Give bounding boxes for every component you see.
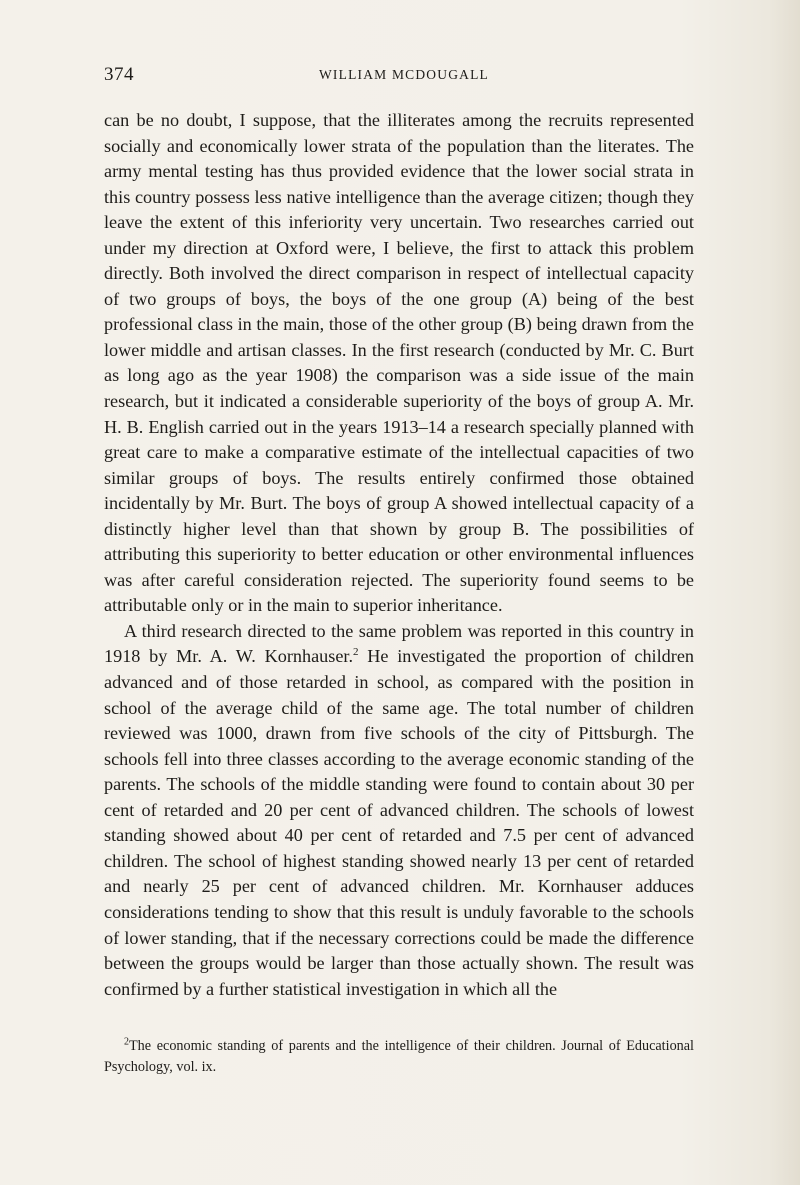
footnote <box>104 1036 694 1078</box>
page-number: 374 <box>104 64 134 85</box>
paragraph-2 <box>104 619 694 1002</box>
running-head: WILLIAM MCDOUGALL <box>318 67 489 82</box>
paragraph-2-rest: He investigated the proportion of children advanced and of those retarded in school, as compared with the position in school of the average child of the same age. The total number of children reviewed was 1000, drawn from five schools of the city of Pittsburgh. The schools fell into three classes according to the average economic standing of the parents. The schools of the middle standing were found to contain about 30 per cent of retarded and 20 per cent of advanced children. The schools of lowest standing showed about 40 per cent of retarded and 7.5 per cent of advanced children. The school of highest standing showed nearly 13 per cent of retarded and nearly 25 per cent of advanced children. Mr. Kornhauser adduces considerations tending to show that this result is unduly favorable to the schools of lower standing, that if the necessary corrections could be made the difference between the groups would be larger than those actually shown. The result was confirmed by a further statistical investigation in which all the <box>104 646 694 999</box>
footnote-text: The economic standing of parents and the intelligence of their children. Journal of Educational Psychology, vol. ix. <box>104 1038 694 1075</box>
paragraph-1: can be no doubt, I suppose, that the illiterates among the recruits represented socially and economically lower strata of the population than the literates. The army mental testing has thus provided evidence that the lower social strata in this country possess less native intelligence than the average citizen; though they leave the extent of this inferiority very uncertain. Two researches carried out under my direction at Oxford were, I believe, the first to attack this problem directly. Both involved the direct comparison in respect of intellectual capacity of two groups of boys, the boys of the one group (A) being of the best professional class in the main, those of the other group (B) being drawn from the lower middle and artisan classes. In the first research (conducted by Mr. C. Burt as long ago as the year 1908) the comparison was a side issue of the main research, but it indicated a considerable superiority of the boys of group A. Mr. H. B. English carried out in the years 1913–14 a research specially planned with great care to make a comparative estimate of the intellectual capacities of two similar groups of boys. The results entirely confirmed those obtained incidentally by Mr. Burt. The boys of group A showed intellectual capacity of a distinctly higher level than that shown by group B. The possibilities of attributing this superiority to better education or other environmental influences was after careful consideration rejected. The superiority found seems to be attributable only or in the main to superior inheritance. <box>104 110 694 616</box>
body-text <box>104 108 694 1002</box>
footnote-marker: 2 <box>124 1036 129 1048</box>
page-header <box>104 64 704 90</box>
paragraph-2-start: A third research directed to the same problem was reported in this country in 1918 by Mr. A. W. Kornhauser. <box>104 620 694 667</box>
footnote-reference: 2 <box>353 646 359 659</box>
